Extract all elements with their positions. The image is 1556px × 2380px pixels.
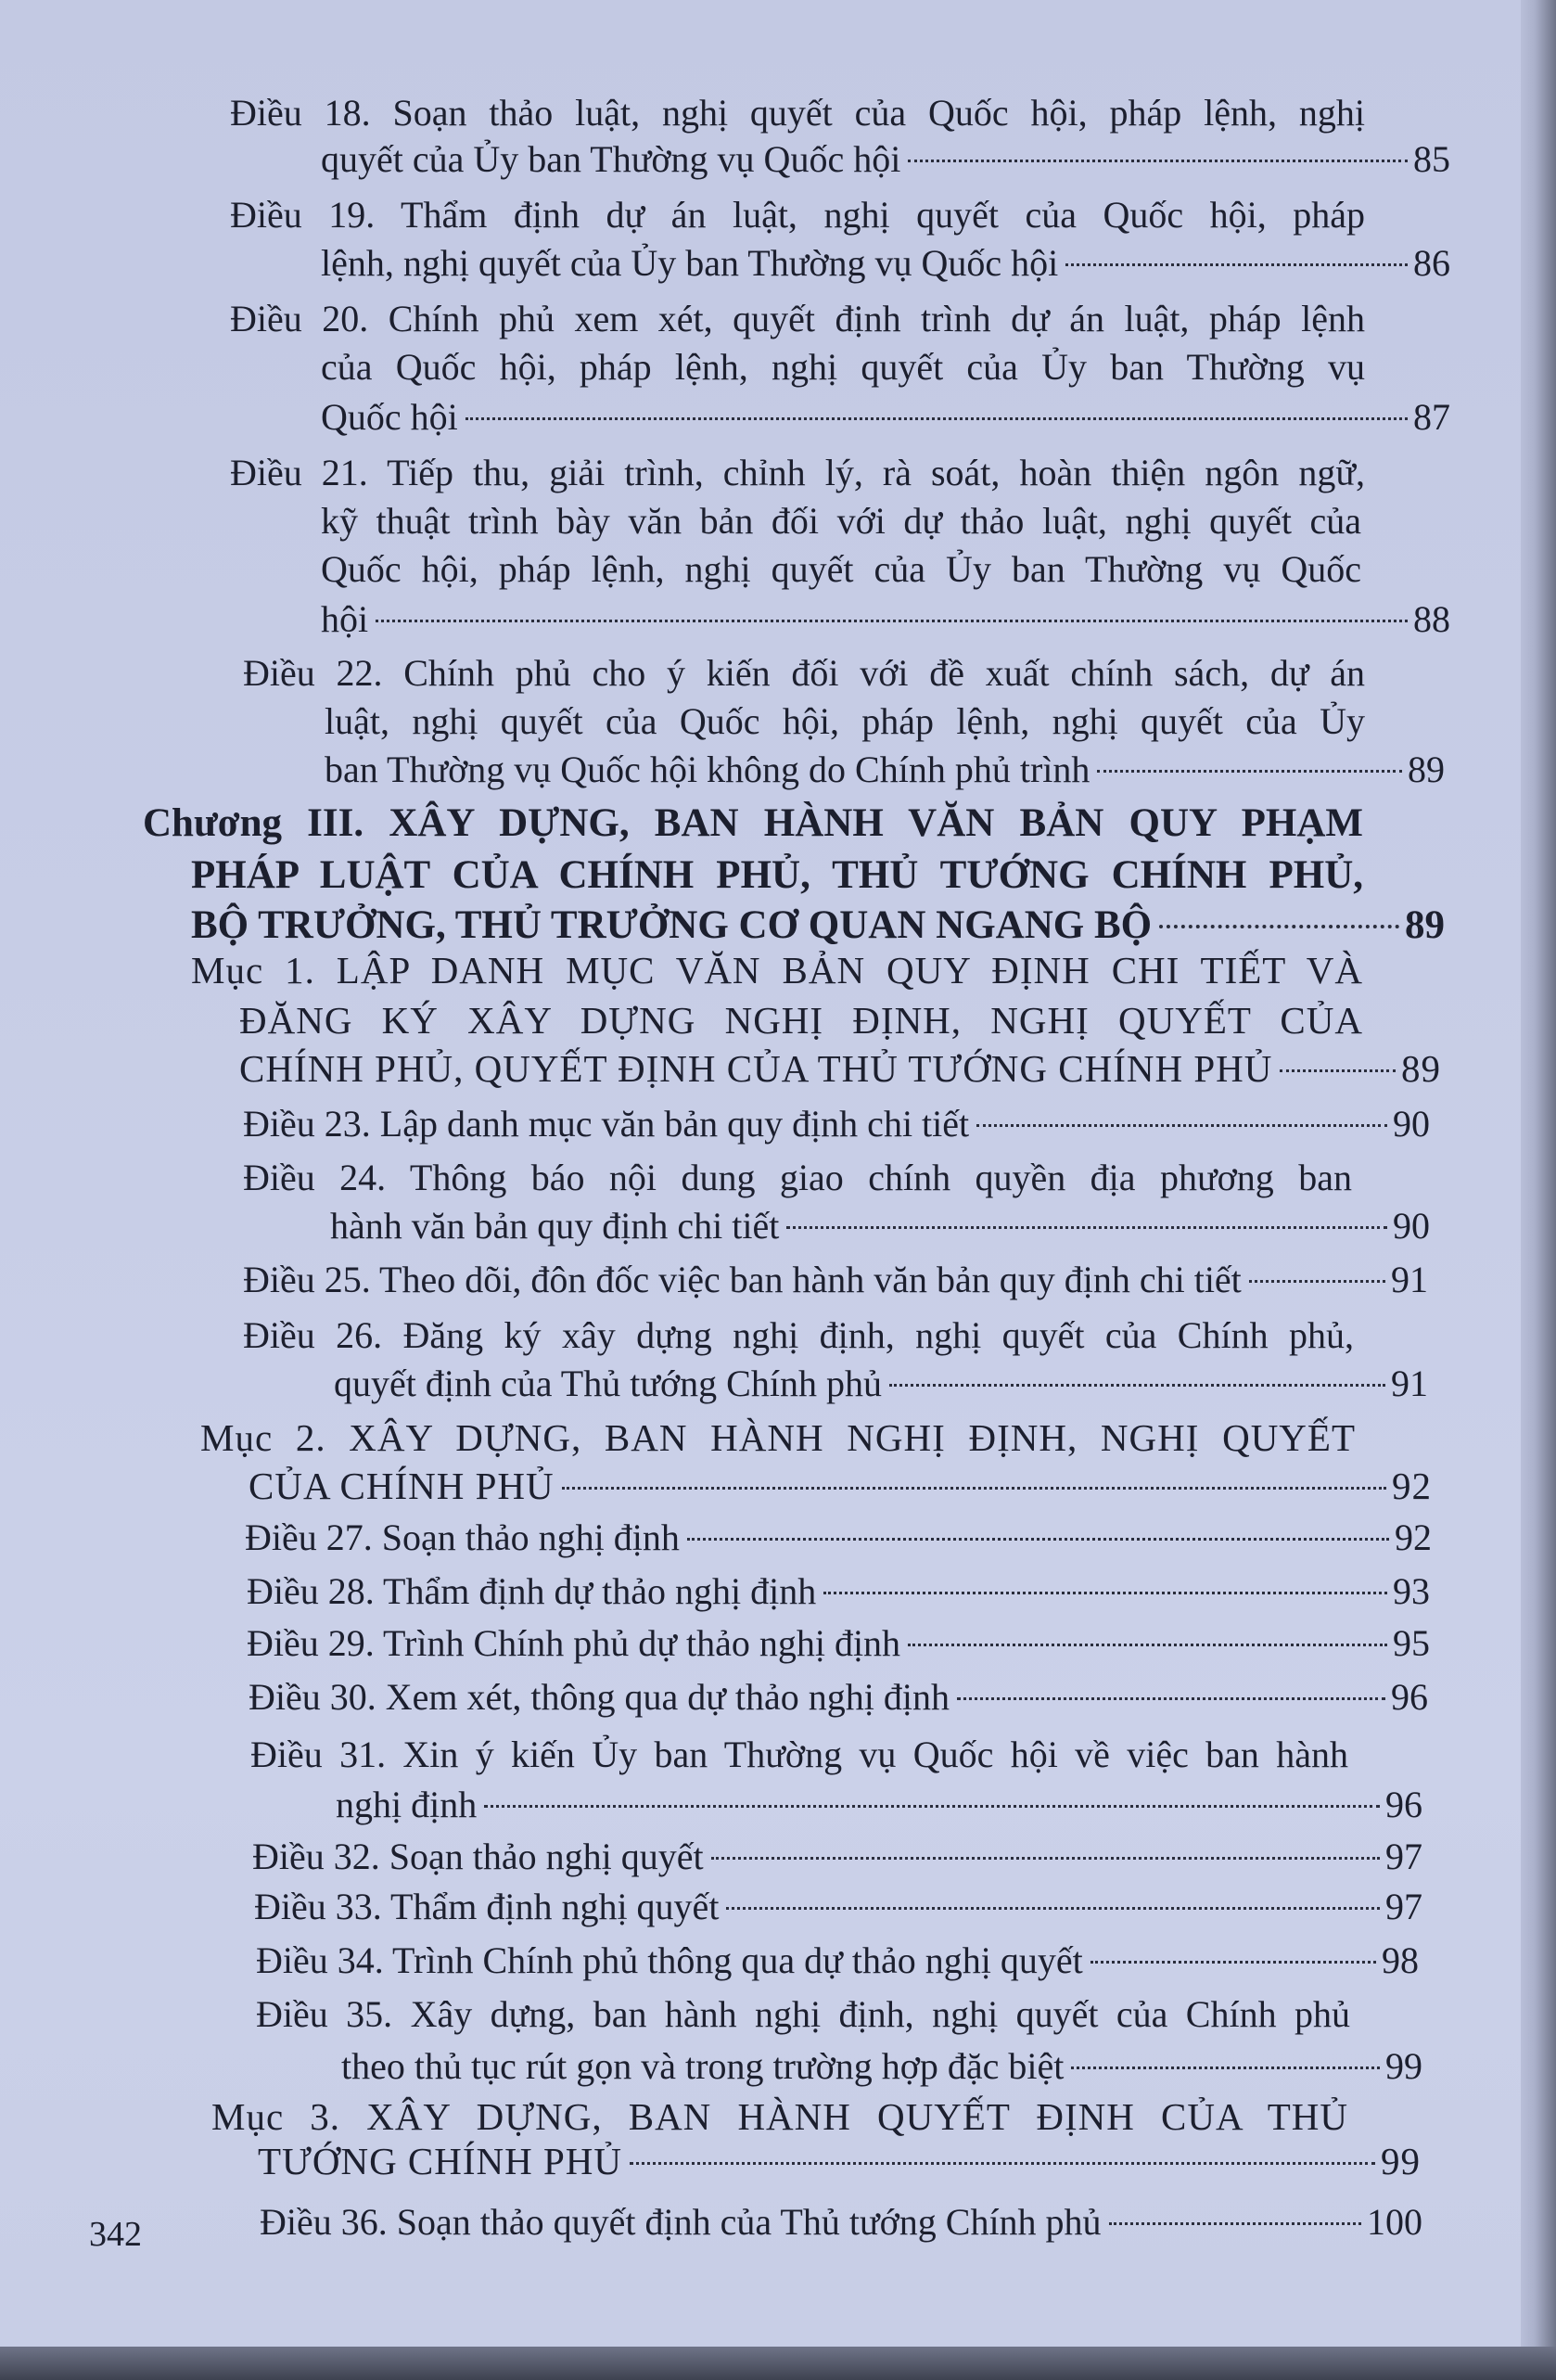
toc-page-number: 98 — [1382, 1939, 1419, 1981]
toc-line: Điều 26. Đăng ký xây dựng nghị định, nghị quyết của Chính phủ, — [243, 1314, 1354, 1356]
toc-line: Quốc hội, pháp lệnh, nghị quyết của Ủy ban Thường vụ Quốc — [321, 548, 1361, 590]
toc-line: ban Thường vụ Quốc hội không do Chính phủ trình 89 — [325, 746, 1445, 794]
toc-line: Điều 21. Tiếp thu, giải trình, chỉnh lý, rà soát, hoàn thiện ngôn ngữ, — [230, 452, 1365, 493]
toc-line: Quốc hội 87 — [321, 393, 1450, 441]
toc-line: quyết định của Thủ tướng Chính phủ 91 — [334, 1360, 1428, 1408]
leader-dots — [908, 1644, 1387, 1646]
section-heading: CHÍNH PHỦ, QUYẾT ĐỊNH CỦA THỦ TƯỚNG CHÍNH PHỦ 89 — [239, 1044, 1441, 1093]
toc-page-number: 99 — [1385, 2045, 1422, 2087]
toc-page-number: 86 — [1413, 242, 1450, 284]
leader-dots — [630, 2162, 1375, 2165]
toc-line: lệnh, nghị quyết của Ủy ban Thường vụ Quốc hội 86 — [321, 239, 1450, 288]
leader-dots — [1109, 2222, 1361, 2225]
leader-dots — [484, 1805, 1380, 1808]
page-edge — [1521, 0, 1556, 2380]
toc-page-number: 92 — [1395, 1516, 1432, 1558]
page-number: 342 — [89, 2215, 142, 2254]
leader-dots — [957, 1697, 1385, 1700]
toc-page-number: 96 — [1391, 1676, 1428, 1718]
toc-page-number: 89 — [1405, 903, 1445, 947]
toc-page-number: 91 — [1391, 1259, 1428, 1300]
toc-page-number: 89 — [1408, 749, 1445, 790]
leader-dots — [711, 1857, 1380, 1860]
leader-dots — [908, 160, 1408, 162]
section-heading: CỦA CHÍNH PHỦ 92 — [249, 1462, 1432, 1510]
leader-dots — [1249, 1280, 1385, 1283]
toc-page-number: 96 — [1385, 1784, 1422, 1825]
leader-dots — [1159, 925, 1399, 928]
toc-page-number: 88 — [1413, 598, 1450, 640]
toc-line: hội 88 — [321, 595, 1450, 644]
toc-line: kỹ thuật trình bày văn bản đối với dự thảo luật, nghị quyết của — [321, 500, 1361, 542]
leader-dots — [786, 1226, 1387, 1229]
leader-dots — [376, 620, 1408, 622]
toc-line: Điều 28. Thẩm định dự thảo nghị định 93 — [247, 1567, 1430, 1616]
toc-line: Điều 33. Thẩm định nghị quyết 97 — [254, 1883, 1422, 1931]
leader-dots — [726, 1907, 1380, 1910]
toc-page-number: 90 — [1393, 1205, 1430, 1247]
toc-line: Điều 34. Trình Chính phủ thông qua dự thảo nghị quyết 98 — [256, 1937, 1419, 1985]
toc-line: quyết của Ủy ban Thường vụ Quốc hội 85 — [321, 135, 1450, 184]
chapter-heading: Chương III. XÂY DỰNG, BAN HÀNH VĂN BẢN QUY PHẠM — [143, 801, 1363, 845]
leader-dots — [1280, 1069, 1396, 1072]
toc-line: Điều 23. Lập danh mục văn bản quy định chi tiết 90 — [243, 1100, 1430, 1148]
leader-dots — [1097, 770, 1402, 773]
toc-line: Điều 24. Thông báo nội dung giao chính quyền địa phương ban — [243, 1157, 1352, 1198]
section-heading: TƯỚNG CHÍNH PHỦ 99 — [258, 2137, 1421, 2185]
toc-page-number: 93 — [1393, 1570, 1430, 1612]
leader-dots — [562, 1487, 1386, 1490]
toc-page-number: 87 — [1413, 396, 1450, 438]
chapter-heading: PHÁP LUẬT CỦA CHÍNH PHỦ, THỦ TƯỚNG CHÍNH PHỦ, — [191, 853, 1363, 897]
toc-line: Điều 31. Xin ý kiến Ủy ban Thường vụ Quốc hội về việc ban hành — [250, 1734, 1348, 1775]
toc-line: luật, nghị quyết của Quốc hội, pháp lệnh, nghị quyết của Ủy — [325, 700, 1365, 742]
toc-line: Điều 18. Soạn thảo luật, nghị quyết của Quốc hội, pháp lệnh, nghị — [230, 92, 1365, 134]
toc-page-number: 97 — [1385, 1836, 1422, 1877]
toc-page-number: 91 — [1391, 1363, 1428, 1404]
toc-line: Điều 20. Chính phủ xem xét, quyết định trình dự án luật, pháp lệnh — [230, 298, 1365, 339]
toc-page-number: 85 — [1413, 138, 1450, 180]
chapter-heading: BỘ TRƯỞNG, THỦ TRƯỞNG CƠ QUAN NGANG BỘ 89 — [191, 902, 1445, 950]
toc-page-number: 89 — [1401, 1047, 1441, 1090]
toc-line: Điều 22. Chính phủ cho ý kiến đối với đề xuất chính sách, dự án — [243, 652, 1365, 694]
toc-line: Điều 27. Soạn thảo nghị định 92 — [245, 1514, 1432, 1562]
toc-line: Điều 35. Xây dựng, ban hành nghị định, nghị quyết của Chính phủ — [256, 1993, 1350, 2035]
toc-line: Điều 36. Soạn thảo quyết định của Thủ tướng Chính phủ 100 — [260, 2198, 1422, 2246]
section-heading: Mục 1. LẬP DANH MỤC VĂN BẢN QUY ĐỊNH CHI TIẾT VÀ — [191, 949, 1363, 992]
toc-line: nghị định 96 — [336, 1781, 1422, 1829]
section-heading: Mục 2. XÂY DỰNG, BAN HÀNH NGHỊ ĐỊNH, NGHỊ QUYẾT — [200, 1416, 1356, 1459]
section-heading: Mục 3. XÂY DỰNG, BAN HÀNH QUYẾT ĐỊNH CỦA THỦ — [211, 2095, 1348, 2138]
toc-line: Điều 32. Soạn thảo nghị quyết 97 — [252, 1833, 1422, 1881]
toc-line: Điều 25. Theo dõi, đôn đốc việc ban hành văn bản quy định chi tiết 91 — [243, 1256, 1428, 1304]
toc-page-number: 90 — [1393, 1103, 1430, 1145]
toc-page-number: 92 — [1392, 1465, 1432, 1507]
page-bottom-shadow — [0, 2347, 1556, 2380]
leader-dots — [976, 1124, 1387, 1127]
leader-dots — [889, 1384, 1385, 1387]
leader-dots — [1071, 2067, 1380, 2069]
toc-page-number: 100 — [1367, 2201, 1422, 2243]
toc-line: theo thủ tục rút gọn và trong trường hợp đặc biệt 99 — [341, 2042, 1422, 2091]
toc-page-number: 95 — [1393, 1622, 1430, 1664]
toc-line: Điều 30. Xem xét, thông qua dự thảo nghị định 96 — [249, 1673, 1428, 1721]
leader-dots — [1065, 263, 1408, 266]
toc-page-number: 99 — [1381, 2140, 1421, 2182]
toc-line: Điều 29. Trình Chính phủ dự thảo nghị định 95 — [247, 1619, 1430, 1668]
toc-page-number: 97 — [1385, 1886, 1422, 1927]
leader-dots — [823, 1592, 1387, 1594]
toc-line: Điều 19. Thẩm định dự án luật, nghị quyết của Quốc hội, pháp — [230, 194, 1365, 236]
leader-dots — [687, 1538, 1389, 1541]
toc-line: của Quốc hội, pháp lệnh, nghị quyết của Ủy ban Thường vụ — [321, 346, 1365, 388]
section-heading: ĐĂNG KÝ XÂY DỰNG NGHỊ ĐỊNH, NGHỊ QUYẾT CỦA — [239, 999, 1363, 1042]
leader-dots — [1090, 1961, 1376, 1964]
leader-dots — [466, 417, 1408, 420]
toc-line: hành văn bản quy định chi tiết 90 — [330, 1202, 1430, 1250]
